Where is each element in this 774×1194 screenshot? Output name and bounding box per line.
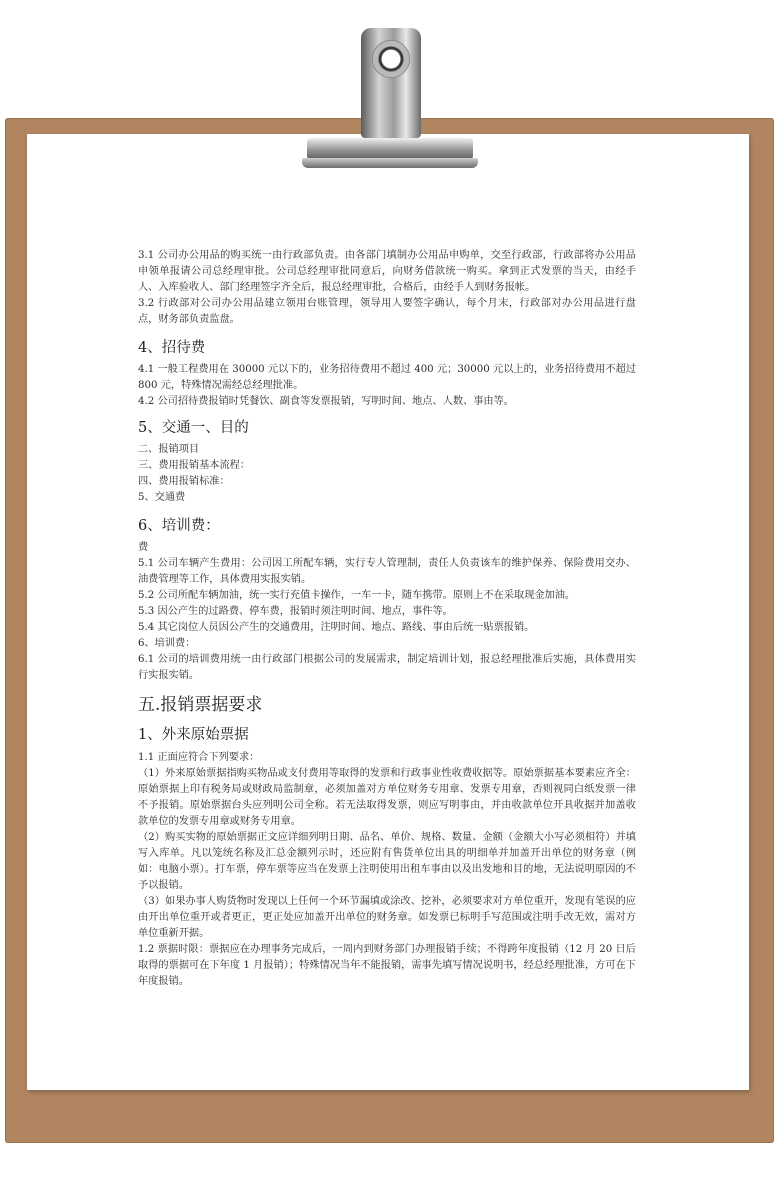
paragraph-6-1: 6.1 公司的培训费用统一由行政部门根据公司的发展需求，制定培训计划，报总经理批准后实施，具体费用实行实报实销。 (138, 654, 636, 681)
paragraph-4-2: 4.2 公司招待费报销时凭餐饮、副食等发票报销，写明时间、地点、人数、事由等。 (138, 396, 514, 407)
paragraph-3-1: 3.1 公司办公用品的购买统一由行政部负责。由各部门填制办公用品申购单，交至行政部，行政部将办公用品申领单报请公司总经理审批。公司总经理审批同意后，向财务借款统一购买。拿到正式发票的当天，由经手人、入库验收人、部门经理签字齐全后，报总经理审批，合格后，由经手人到财务报帐。 (138, 250, 636, 293)
heading-transport-purpose: 5、交通一、目的 (138, 420, 249, 436)
binder-clip-ring-icon (372, 40, 410, 78)
paragraph-1-1: 1.1 正面应符合下列要求： (138, 752, 260, 763)
heading-training: 6、培训费： (138, 518, 220, 534)
paragraph-clause-2: （2）购买实物的原始票据正文应详细列明日期、品名、单价、规格、数量、金额（金额大小写必须相符）并填写入库单。凡以笼统名称及汇总金额列示时，还应附有售货单位出具的明细单并加盖开出单位的财务章（例如：电脑小票）。打车票，停车票等应当在发票上注明使用出租车事由以及出发地和目的地，无法说明原因的不予以报销。 (138, 832, 636, 891)
heading-hospitality: 4、招待费 (138, 340, 206, 356)
list-item: 5、交通费 (138, 492, 186, 503)
list-item: 二、报销项目 (138, 444, 200, 455)
binder-clip-lip-icon (302, 158, 478, 168)
binder-clip-base-icon (307, 138, 473, 160)
paragraph-3-2: 3.2 行政部对公司办公用品建立领用台账管理，领导用人要签字确认，每个月末，行政部对办公用品进行盘点，财务部负责监盘。 (138, 298, 636, 325)
paragraph-5-4: 5.4 其它岗位人员因公产生的交通费用，注明时间、地点、路线、事由后统一贴票报销。 (138, 622, 535, 633)
paragraph-6: 6、培训费： (138, 638, 196, 649)
paragraph-4-1: 4.1 一般工程费用在 30000 元以下的，业务招待费用不超过 400 元；30000 元以上的，业务招待费用不超过 800 元，特殊情况需经总经理批准。 (138, 364, 636, 391)
paragraph-5-1: 5.1 公司车辆产生费用：公司因工所配车辆，实行专人管理制，责任人负责该车的维护保养、保险费用交办、油费管理等工作，具体费用实报实销。 (138, 558, 636, 585)
paragraph-clause-1: （1）外来原始票据指购买物品或支付费用等取得的发票和行政事业性收费收据等。原始票据基本要素应齐全：原始票据上印有税务局或财政局监制章，必须加盖对方单位财务专用章、发票专用章，否则视同白纸发票一律不予报销。原始票据台头应列明公司全称。若无法取得发票，则应写明事由，并由收款单位开具收据并加盖收款单位的发票专用章或财务专用章。 (138, 768, 636, 827)
paragraph-5-3: 5.3 因公产生的过路费、停车费，报销时须注明时间、地点，事件等。 (138, 606, 453, 617)
heading-receipt-requirements: 五.报销票据要求 (138, 695, 263, 715)
list-item: 三、费用报销基本流程： (138, 460, 251, 471)
paragraph-5-2: 5.2 公司所配车辆加油，统一实行充值卡操作，一车一卡，随车携带。原则上不在采取现金加油。 (138, 590, 576, 601)
paragraph-clause-3: （3）如果办事人购货物时发现以上任何一个环节漏填或涂改、挖补，必须要求对方单位重开，发现有笔误的应由开出单位重开或者更正，更正处应加盖开出单位的财务章。如发票已标明手写范围或注明手改无效，需对方单位重新开据。 (138, 896, 636, 939)
paragraph-1-2: 1.2 票据时限：票据应在办理事务完成后，一周内到财务部门办理报销手续；不得跨年度报销（12 月 20 日后取得的票据可在下年度 1 月报销）；特殊情况当年不能报销，需事先填写情况说明书，经总经理批准，方可在下年度报销。 (138, 944, 636, 987)
heading-external-receipts: 1、外来原始票据 (138, 727, 249, 743)
paragraph-fee: 费 (138, 542, 149, 553)
list-item: 四、费用报销标准： (138, 476, 230, 487)
